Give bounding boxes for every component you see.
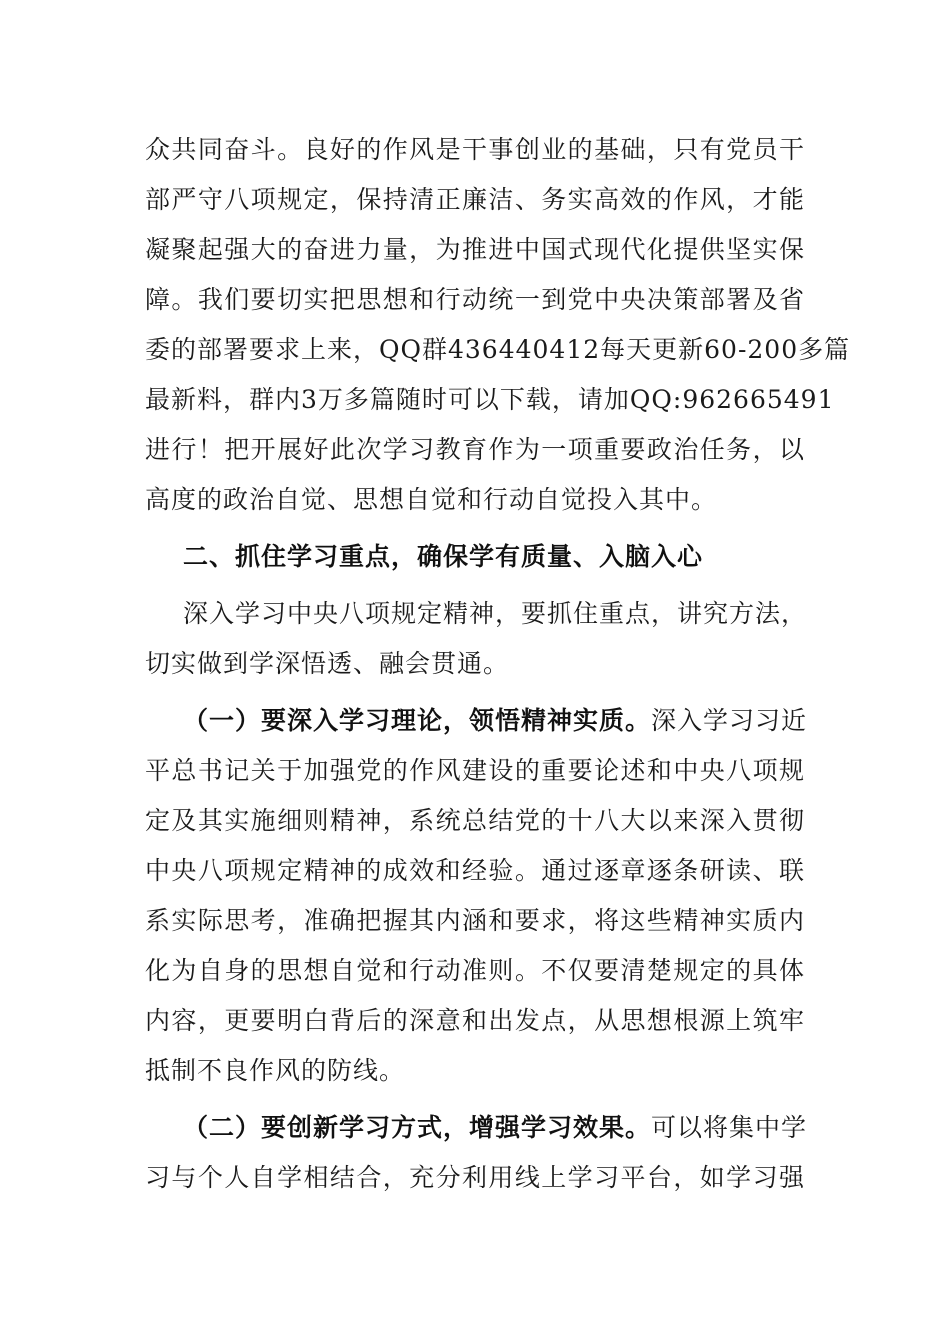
body-text-span: 可以将集中学 <box>651 1113 808 1142</box>
body-text-line: 切实做到学深悟透、融会贯通。 <box>145 649 510 678</box>
paragraph-first-line <box>183 1113 808 1143</box>
paragraph-first-line <box>183 706 808 736</box>
body-text-line: 高度的政治自觉、思想自觉和行动自觉投入其中。 <box>145 485 718 514</box>
section-heading: 二、抓住学习重点，确保学有质量、入脑入心 <box>183 542 704 571</box>
body-text-line: 内容，更要明白背后的深意和出发点，从思想根源上筑牢 <box>145 1006 805 1035</box>
body-text-line: 化为自身的思想自觉和行动准则。不仅要清楚规定的具体 <box>145 956 805 985</box>
subsection-heading: （一）要深入学习理论，领悟精神实质。 <box>183 706 652 735</box>
subsection-heading: （二）要创新学习方式，增强学习效果。 <box>183 1113 652 1142</box>
body-text-span: 深入学习习近 <box>651 706 808 735</box>
body-text-line: 部严守八项规定，保持清正廉洁、务实高效的作风，才能 <box>145 185 805 214</box>
body-text-line: 抵制不良作风的防线。 <box>145 1056 406 1085</box>
body-text-line: 定及其实施细则精神，系统总结党的十八大以来深入贯彻 <box>145 806 805 835</box>
body-text-line: 平总书记关于加强党的作风建设的重要论述和中央八项规 <box>145 756 805 785</box>
body-text-line: 系实际思考，准确把握其内涵和要求，将这些精神实质内 <box>145 906 805 935</box>
body-text-line: 最新料，群内3万多篇随时可以下载，请加QQ:962665491 <box>145 385 835 414</box>
body-text-line: 众共同奋斗。良好的作风是干事创业的基础，只有党员干 <box>145 135 805 164</box>
body-text-line: 凝聚起强大的奋进力量，为推进中国式现代化提供坚实保 <box>145 235 805 264</box>
body-text-line: 中央八项规定精神的成效和经验。通过逐章逐条研读、联 <box>145 856 805 885</box>
body-text-line: 委的部署要求上来，QQ群436440412每天更新60-200多篇 <box>145 335 851 364</box>
body-text-line: 障。我们要切实把思想和行动统一到党中央决策部署及省 <box>145 285 805 314</box>
body-text-line: 进行！把开展好此次学习教育作为一项重要政治任务，以 <box>145 435 805 464</box>
paragraph-first-line: 深入学习中央八项规定精神，要抓住重点，讲究方法， <box>183 599 808 628</box>
body-text-line: 习与个人自学相结合，充分利用线上学习平台，如学习强 <box>145 1163 805 1192</box>
